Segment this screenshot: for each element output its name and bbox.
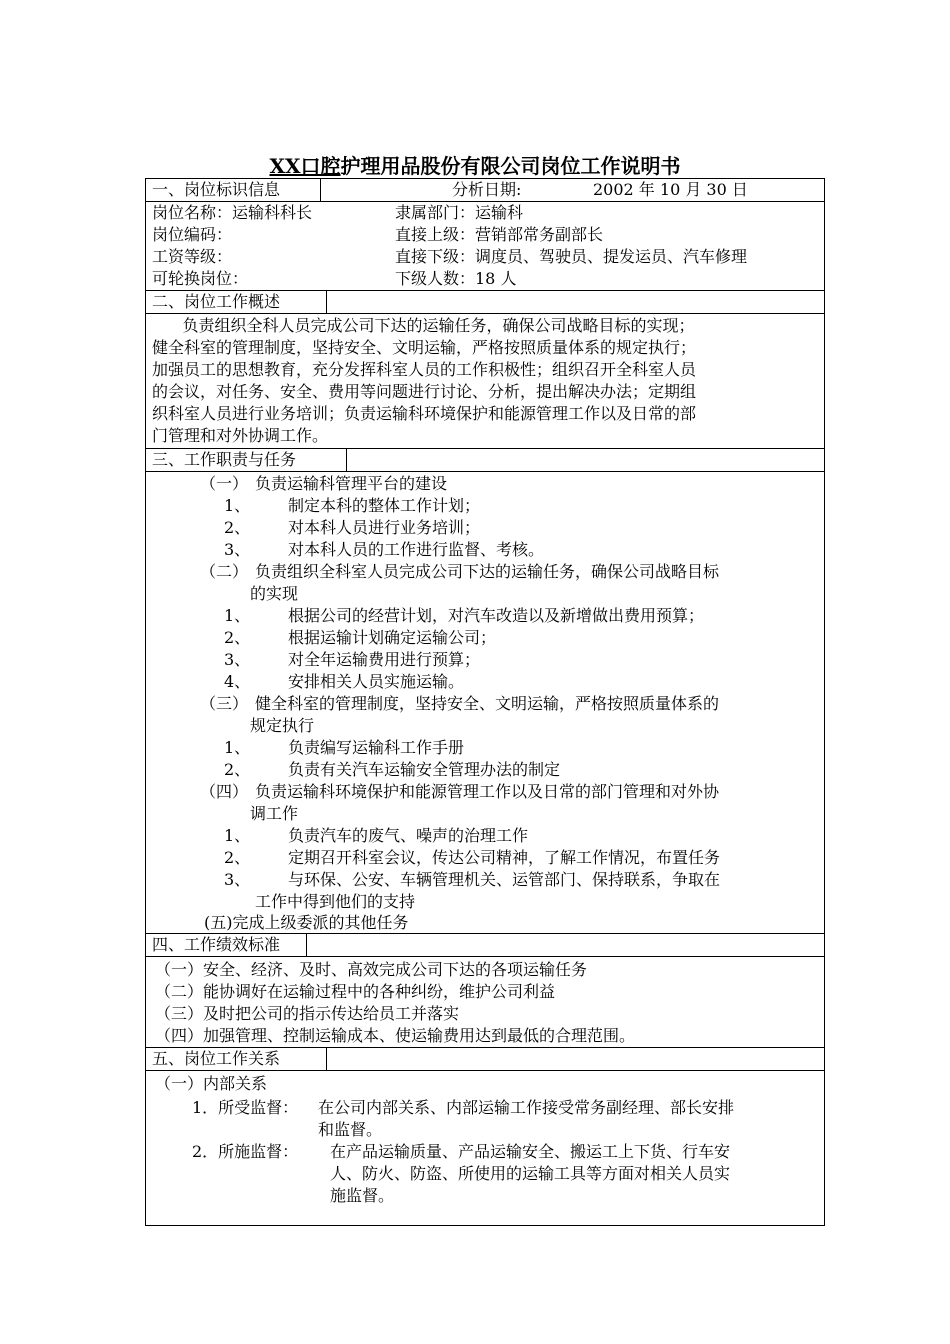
duty-group-title: 健全科室的管理制度，坚持安全、文明运输，严格按照质量体系的 <box>255 694 720 713</box>
overview-line: 门管理和对外协调工作。 <box>152 426 329 445</box>
duty-group-label: （四） <box>200 782 249 801</box>
direct-subordinates: 直接下级：调度员、驾驶员、提发运员、汽车修理 <box>395 247 748 266</box>
duty-last-item: (五)完成上级委派的其他任务 <box>204 913 409 932</box>
duty-item-number: 2、 <box>224 628 251 647</box>
analysis-date-value: 2002 年 10 月 30 日 <box>593 180 748 199</box>
relation-text: 在公司内部关系、内部运输工作接受常务副经理、部长安排 <box>318 1098 735 1117</box>
duty-item-text-cont: 工作中得到他们的支持 <box>255 892 416 911</box>
duty-item-number: 3、 <box>224 540 251 559</box>
duty-group-label: （一） <box>200 474 249 493</box>
duty-item-text: 安排相关人员实施运输。 <box>288 672 465 691</box>
section4-header-divider <box>306 933 307 957</box>
relation-label: 2．所施监督： <box>192 1142 299 1161</box>
duty-item-text: 负责有关汽车运输安全管理办法的制定 <box>288 760 561 779</box>
duty-item-number: 4、 <box>224 672 251 691</box>
duty-item-text: 与环保、公安、车辆管理机关、运管部门、保持联系，争取在 <box>288 870 721 889</box>
section5-header: 五、岗位工作关系 <box>152 1049 281 1068</box>
overview-line: 的会议，对任务、安全、费用等问题进行讨论、分析，提出解决办法；定期组 <box>152 382 697 401</box>
overview-line: 负责组织全科人员完成公司下达的运输任务，确保公司战略目标的实现； <box>152 316 695 335</box>
duty-item-number: 1、 <box>224 826 251 845</box>
position-name: 岗位名称：运输科科长 <box>152 203 313 222</box>
section2-header: 二、岗位工作概述 <box>152 292 281 311</box>
performance-standard: （二）能协调好在运输过程中的各种纠纷，维护公司利益 <box>155 982 556 1001</box>
duty-group-label: （三） <box>200 694 249 713</box>
document-title <box>0 150 950 179</box>
duty-group-title-cont: 规定执行 <box>250 716 315 735</box>
duty-item-text: 定期召开科室会议，传达公司精神，了解工作情况，布置任务 <box>288 848 721 867</box>
duty-item-text: 根据运输计划确定运输公司； <box>288 628 497 647</box>
overview-line: 加强员工的思想教育，充分发挥科室人员的工作积极性；组织召开全科室人员 <box>152 360 697 379</box>
performance-standard: （三）及时把公司的指示传达给员工并落实 <box>155 1004 460 1023</box>
relation-label: 1．所受监督： <box>192 1098 299 1117</box>
duty-group-title-cont: 调工作 <box>250 804 299 823</box>
duty-item-number: 1、 <box>224 496 251 515</box>
duty-item-number: 2、 <box>224 518 251 537</box>
duty-item-text: 对本科人员进行业务培训； <box>288 518 481 537</box>
performance-standard: （四）加强管理、控制运输成本、使运输费用达到最低的合理范围。 <box>155 1026 636 1045</box>
duty-item-number: 1、 <box>224 738 251 757</box>
duty-item-text: 对全年运输费用进行预算； <box>288 650 481 669</box>
duty-item-text: 对本科人员的工作进行监督、考核。 <box>288 540 545 559</box>
direct-superior: 直接上级：营销部常务副部长 <box>395 225 604 244</box>
rotatable-position: 可轮换岗位： <box>152 269 249 288</box>
duty-group-title: 负责组织全科室人员完成公司下达的运输任务，确保公司战略目标 <box>255 562 720 581</box>
section2-header-divider <box>326 290 327 314</box>
duty-group-label: （二） <box>200 562 249 581</box>
relation-text: 施监督。 <box>330 1186 395 1205</box>
section1-header-divider <box>320 178 321 202</box>
relation-text: 在产品运输质量、产品运输安全、搬运工上下货、行车安 <box>330 1142 731 1161</box>
duty-group-title-cont: 的实现 <box>250 584 299 603</box>
relation-text: 和监督。 <box>318 1120 383 1139</box>
position-code: 岗位编码： <box>152 225 233 244</box>
duty-item-text: 负责编写运输科工作手册 <box>288 738 465 757</box>
duty-item-number: 1、 <box>224 606 251 625</box>
title-rest: 护理用品股份有限公司岗位工作说明书 <box>340 154 681 178</box>
analysis-date-label: 分析日期: <box>452 180 522 199</box>
title-underlined-part: XX口腔 <box>269 154 341 178</box>
duty-item-text: 根据公司的经营计划，对汽车改造以及新增做出费用预算； <box>288 606 705 625</box>
overview-line: 织科室人员进行业务培训；负责运输科环境保护和能源管理工作以及日常的部 <box>152 404 697 423</box>
duty-item-number: 3、 <box>224 650 251 669</box>
duty-item-text: 负责汽车的废气、噪声的治理工作 <box>288 826 529 845</box>
duty-item-number: 2、 <box>224 848 251 867</box>
duty-item-number: 2、 <box>224 760 251 779</box>
overview-line: 健全科室的管理制度，坚持安全、文明运输，严格按照质量体系的规定执行； <box>152 338 697 357</box>
department: 隶属部门：运输科 <box>395 203 524 222</box>
duty-item-text: 制定本科的整体工作计划； <box>288 496 481 515</box>
section3-header: 三、工作职责与任务 <box>152 450 297 469</box>
duty-group-title: 负责运输科环境保护和能源管理工作以及日常的部门管理和对外协 <box>255 782 720 801</box>
salary-grade: 工资等级： <box>152 247 233 266</box>
section5-header-divider <box>326 1047 327 1071</box>
internal-relations-heading: （一）内部关系 <box>155 1074 268 1093</box>
section4-header: 四、工作绩效标准 <box>152 935 281 954</box>
relation-text: 人、防火、防盗、所使用的运输工具等方面对相关人员实 <box>330 1164 731 1183</box>
performance-standard: （一）安全、经济、及时、高效完成公司下达的各项运输任务 <box>155 960 588 979</box>
section3-header-divider <box>346 448 347 472</box>
duty-item-number: 3、 <box>224 870 251 889</box>
section1-header: 一、岗位标识信息 <box>152 180 281 199</box>
duty-group-title: 负责运输科管理平台的建设 <box>255 474 448 493</box>
subordinate-count: 下级人数：18 人 <box>395 269 517 288</box>
